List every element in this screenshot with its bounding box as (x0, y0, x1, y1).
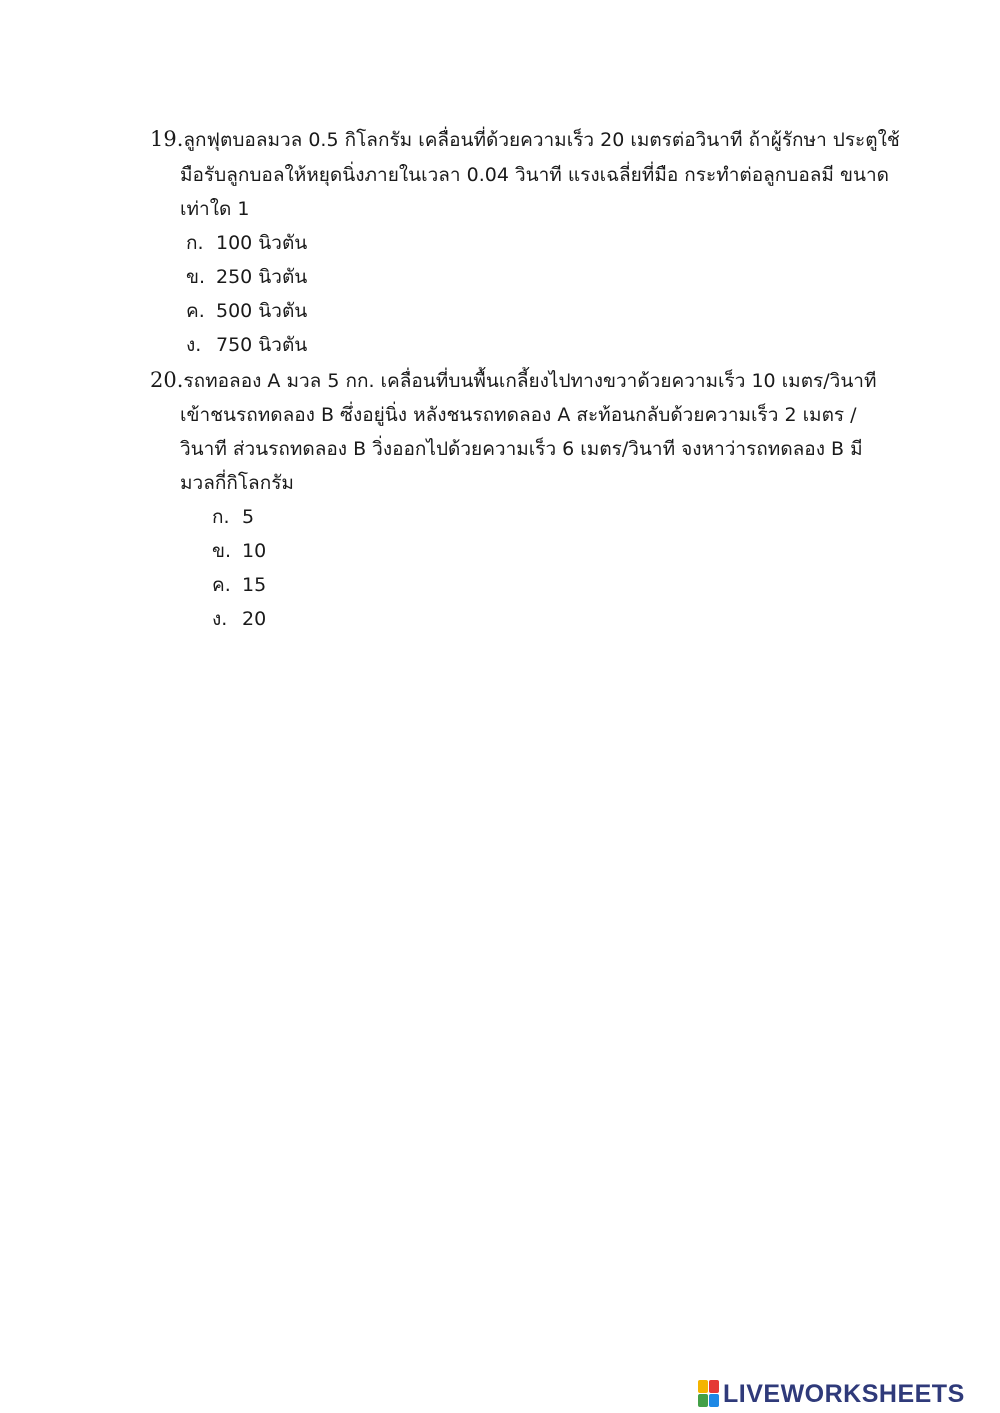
question-line (180, 192, 249, 226)
choice-text: 15 (242, 574, 267, 596)
question-line (150, 122, 900, 156)
choice-text: 500 นิวตัน (216, 300, 308, 322)
question-text: ลูกฟุตบอลมวล 0.5 กิโลกรัม เคลื่อนที่ด้วยความเร็ว 20 เมตรต่อวินาที ถ้าผู้รักษา ประตูใช้ (183, 129, 900, 151)
question-text: รถทอลอง A มวล 5 กก. เคลื่อนที่บนพื้นเกลี้ยงไปทางขวาด้วยความเร็ว 10 เมตร/วินาที (183, 370, 877, 392)
choice-letter: ค. (186, 300, 205, 322)
question-number: 20. (150, 368, 184, 392)
choice-letter: ก. (212, 506, 230, 528)
liveworksheets-logo (698, 1378, 965, 1410)
choice-letter: ข. (186, 266, 206, 288)
question-line (180, 466, 294, 500)
choice-item (212, 568, 266, 602)
question-text: วินาที ส่วนรถทดลอง B วิ่งออกไปด้วยความเร็ว 6 เมตร/วินาที จงหาว่ารถทดลอง B มี (180, 438, 863, 460)
choice-item (186, 294, 307, 328)
question-text: เท่าใด 1 (180, 198, 250, 220)
choice-letter: ข. (212, 540, 232, 562)
choice-text: 10 (242, 540, 267, 562)
brand-name: LIVEWORKSHEETS (723, 1379, 965, 1408)
question-text: มวลกี่กิโลกรัม (180, 472, 294, 494)
choice-letter: ง. (212, 608, 228, 630)
choice-text: 100 นิวตัน (216, 232, 308, 254)
choice-item (186, 328, 307, 362)
choice-item (212, 500, 254, 534)
choice-item (186, 260, 307, 294)
choice-letter: ก. (186, 232, 204, 254)
choice-letter: ง. (186, 334, 202, 356)
choice-item (186, 226, 307, 260)
question-text: มือรับลูกบอลให้หยุดนิ่งภายในเวลา 0.04 วินาที แรงเฉลี่ยที่มือ กระทำต่อลูกบอลมี ขนาด (180, 164, 889, 186)
choice-text: 250 นิวตัน (216, 266, 308, 288)
question-text: เข้าชนรถทดลอง B ซึ่งอยู่นิ่ง หลังชนรถทดลอง A สะท้อนกลับด้วยความเร็ว 2 เมตร / (180, 404, 857, 426)
choice-letter: ค. (212, 574, 231, 596)
question-line (180, 398, 857, 432)
choice-text: 20 (242, 608, 267, 630)
choice-item (212, 602, 266, 636)
question-line (180, 432, 863, 466)
choice-item (212, 534, 266, 568)
question-number: 19. (150, 127, 184, 151)
question-line (150, 363, 877, 397)
question-line (180, 158, 889, 192)
choice-text: 750 นิวตัน (216, 334, 308, 356)
choice-text: 5 (242, 506, 255, 528)
liveworksheets-mark-icon (698, 1380, 720, 1408)
